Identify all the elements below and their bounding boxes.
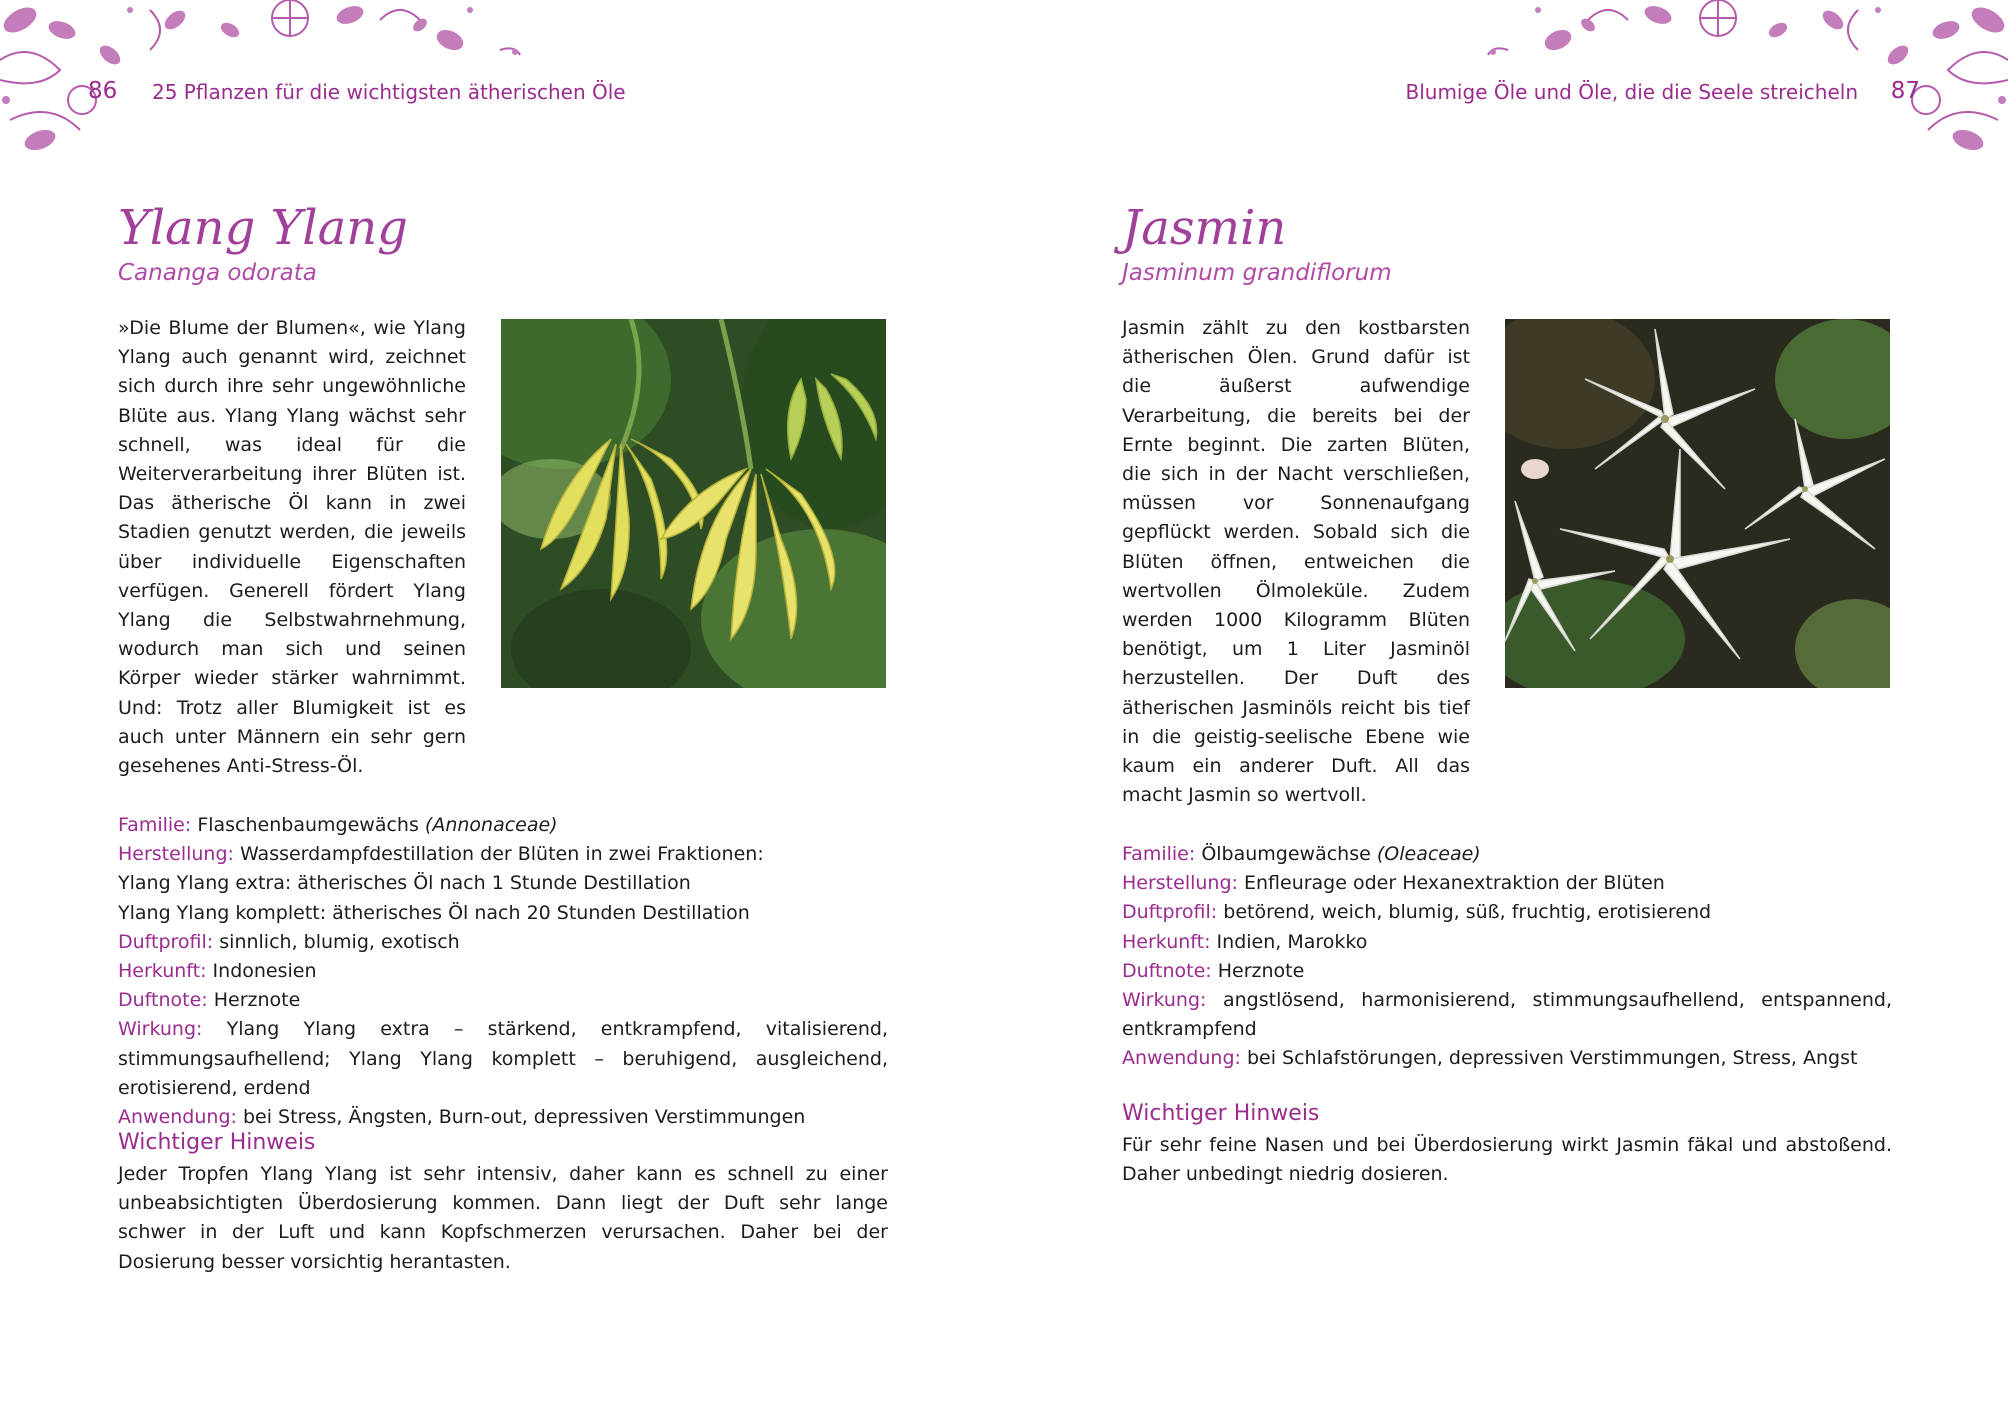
- fact-extra: Ylang Ylang extra: ätherisches Öl nach 1 Stunde Destillation: [118, 872, 691, 895]
- right-page: [1004, 0, 2008, 1417]
- fact-duftprofil: Duftprofil: betörend, weich, blumig, süß, fruchtig, erotisierend: [1122, 901, 1712, 924]
- fact-herstellung: Herstellung: Wasserdampfdestillation der Blüten in zwei Fraktionen:: [118, 843, 764, 866]
- note-text: Für sehr feine Nasen und bei Überdosierung wirkt Jasmin fäkal und abstoßend. Daher unbedingt niedrig dosieren.: [1122, 1134, 1892, 1186]
- fact-duftprofil: Duftprofil: sinnlich, blumig, exotisch: [118, 930, 460, 953]
- fact-herkunft: Herkunft: Indonesien: [118, 960, 317, 983]
- note-text: Jeder Tropfen Ylang Ylang ist sehr intensiv, daher kann es schnell zu einer unbeabsichtigten Überdosierung kommen. Dann liegt der Duft sehr lange schwer in der Luft und kann Kopfschmerzen verursachen. Daher bei der Dosierung besser vorsichtig herantasten.: [118, 1163, 888, 1273]
- intro-text: »Die Blume der Blumen«, wie Ylang Ylang auch genannt wird, zeichnet sich durch ihre sehr ungewöhnliche Blüte aus. Ylang Ylang wächst sehr schnell, was ideal für die Weiterverarbeitung ihrer Blüten ist. Das ätherische Öl kann in zwei Stadien genutzt werden, die jeweils über individuelle Eigenschaften verfügen. Generell fördert Ylang Ylang die Selbstwahrnehmung, wodurch man sich und seinen Körper wieder stärker wahrnimmt. Und: Trotz aller Blumigkeit ist es auch unter Männern ein sehr gern gesehenes Anti-Stress-Öl.: [118, 317, 466, 778]
- fact-familie: Familie: Flaschenbaumgewächs (Annonaceae): [118, 814, 558, 836]
- fact-herkunft: Herkunft: Indien, Marokko: [1122, 930, 1368, 953]
- fact-familie: Familie: Ölbaumgewächse (Oleaceae): [1122, 843, 1481, 865]
- facts-list: [118, 811, 888, 1132]
- fact-duftnote: Duftnote: Herznote: [1122, 959, 1305, 982]
- intro-text: Jasmin zählt zu den kostbarsten ätherischen Ölen. Grund dafür ist die äußerst aufwendige Verarbeitung, die bereits bei der Ernte beginnt. Die zarten Blüten, die sich in der Nacht verschließen, müssen vor Sonnenaufgang gepflückt werden. Sobald sich die Blüten öffnen, entweichen die wertvollen Ölmoleküle. Zudem werden 1000 Kilogramm Blüten benötigt, um 1 Liter Jasminöl herzustellen. Der Duft des ätherischen Jasminöls reicht bis tief in die geistig-seelische Ebene wie kaum ein anderer Duft. All das macht Jasmin so wertvoll.: [1122, 317, 1470, 807]
- note-title: Wichtiger Hinweis: [118, 1130, 316, 1155]
- page-number: 86: [88, 78, 118, 104]
- facts-list: [1122, 840, 1892, 1074]
- plant-title: Ylang Ylang: [118, 200, 408, 256]
- latin-name: Jasminum grandiflorum: [1122, 260, 1392, 286]
- fact-wirkung: Wirkung: angstlösend, harmonisierend, stimmungsaufhellend, entspannend, entkrampfend: [1122, 989, 1892, 1041]
- fact-anwendung: Anwendung: bei Stress, Ängsten, Burn-out, depressiven Verstimmungen: [118, 1106, 806, 1129]
- running-head: Blumige Öle und Öle, die die Seele streicheln: [1405, 80, 1858, 104]
- fact-herstellung: Herstellung: Enfleurage oder Hexanextraktion der Blüten: [1122, 872, 1665, 895]
- fact-anwendung: Anwendung: bei Schlafstörungen, depressiven Verstimmungen, Stress, Angst: [1122, 1047, 1858, 1070]
- running-head: 25 Pflanzen für die wichtigsten ätherischen Öle: [152, 80, 626, 104]
- page-number: 87: [1890, 78, 1920, 104]
- ylang-ylang-flower-photo: [501, 319, 886, 688]
- plant-title: Jasmin: [1122, 200, 1287, 256]
- latin-name: Cananga odorata: [118, 260, 317, 286]
- fact-komplett: Ylang Ylang komplett: ätherisches Öl nach 20 Stunden Destillation: [118, 901, 750, 924]
- fact-wirkung: Wirkung: Ylang Ylang extra – stärkend, entkrampfend, vitalisierend, stimmungsaufhellend; Ylang Ylang komplett – beruhigend, ausgleichend, erotisierend, erdend: [118, 1018, 888, 1099]
- note-title: Wichtiger Hinweis: [1122, 1101, 1320, 1126]
- fact-duftnote: Duftnote: Herznote: [118, 989, 301, 1012]
- jasmine-flower-photo: [1505, 319, 1890, 688]
